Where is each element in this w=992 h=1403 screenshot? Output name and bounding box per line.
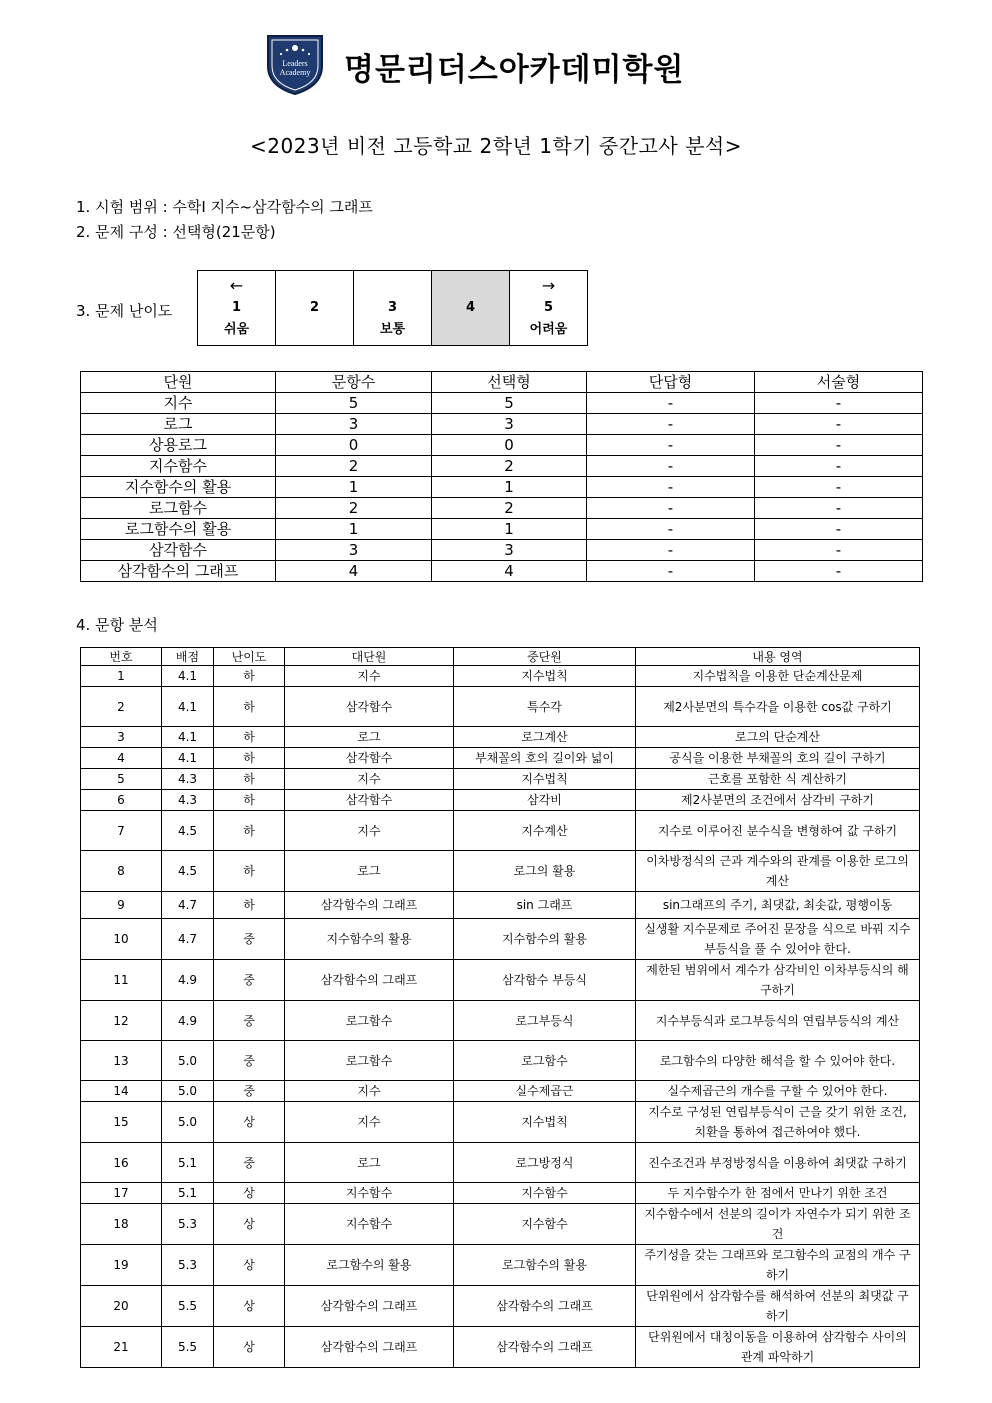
difficulty-level-1: ← 1 쉬움 (198, 271, 276, 346)
table-cell: 부채꼴의 호의 길이와 넓이 (454, 748, 636, 769)
table-cell: 20 (81, 1286, 162, 1327)
table-cell: 중 (214, 960, 285, 1001)
table-cell: 실수제곱근의 개수를 구할 수 있어야 한다. (636, 1081, 920, 1102)
table-cell: 1 (432, 519, 587, 540)
table-cell: - (755, 498, 923, 519)
table-cell: 상 (214, 1327, 285, 1368)
table-cell: 로그함수의 활용 (454, 1245, 636, 1286)
table-cell: 5.5 (162, 1327, 214, 1368)
table-cell: sin 그래프 (454, 892, 636, 919)
table-cell: 4.5 (162, 811, 214, 851)
table-cell: 상 (214, 1102, 285, 1143)
table-cell: 상 (214, 1204, 285, 1245)
table-cell: 4.5 (162, 851, 214, 892)
table-cell: 5 (276, 393, 432, 414)
difficulty-level-2: 2 (276, 271, 354, 346)
table-cell: 2 (432, 498, 587, 519)
table-cell: 두 지수함수가 한 점에서 만나기 위한 조건 (636, 1183, 920, 1204)
table-cell: 1 (81, 666, 162, 687)
table-cell: 0 (276, 435, 432, 456)
table-cell: 12 (81, 1001, 162, 1041)
table-cell: 17 (81, 1183, 162, 1204)
difficulty-level-4-selected: 4 (432, 271, 510, 346)
table-cell: 삼각함수 (285, 790, 454, 811)
table-row (81, 748, 920, 769)
units-table-header: 단원 문항수 선택형 단답형 서술형 (81, 372, 923, 393)
table-cell: 지수법칙을 이용한 단순계산문제 (636, 666, 920, 687)
table-cell: 3 (276, 414, 432, 435)
table-row (81, 811, 920, 851)
table-cell: - (755, 414, 923, 435)
table-cell: 특수각 (454, 687, 636, 727)
table-row (81, 1081, 920, 1102)
table-cell: 주기성을 갖는 그래프와 로그함수의 교점의 개수 구하기 (636, 1245, 920, 1286)
table-row (81, 1204, 920, 1245)
table-cell: 지수함수의 활용 (285, 919, 454, 960)
table-row (81, 769, 920, 790)
table-cell: 하 (214, 851, 285, 892)
table-cell: 5.3 (162, 1204, 214, 1245)
table-cell: 실수제곱근 (454, 1081, 636, 1102)
table-cell: 공식을 이용한 부채꼴의 호의 길이 구하기 (636, 748, 920, 769)
table-row (81, 393, 923, 414)
page-title: <2023년 비전 고등학교 2학년 1학기 중간고사 분석> (250, 134, 742, 158)
table-cell: 1 (276, 477, 432, 498)
table-cell: - (587, 456, 755, 477)
table-cell: 지수함수 (81, 456, 276, 477)
table-cell: - (587, 498, 755, 519)
table-cell: 4.1 (162, 666, 214, 687)
table-cell: 13 (81, 1041, 162, 1081)
difficulty-level-5: → 5 어려움 (510, 271, 588, 346)
table-cell: 3 (276, 540, 432, 561)
table-row (81, 456, 923, 477)
table-cell: - (755, 477, 923, 498)
table-row (81, 498, 923, 519)
table-cell: 로그의 단순계산 (636, 727, 920, 748)
table-cell: 지수로 이루어진 분수식을 변형하여 값 구하기 (636, 811, 920, 851)
table-cell: 로그함수의 다양한 해석을 할 수 있어야 한다. (636, 1041, 920, 1081)
table-cell: 4.9 (162, 1001, 214, 1041)
table-cell: 2 (432, 456, 587, 477)
table-cell: 삼각함수의 그래프 (454, 1327, 636, 1368)
table-cell: 4.7 (162, 919, 214, 960)
table-cell: 지수함수 (285, 1183, 454, 1204)
table-cell: 지수함수 (454, 1183, 636, 1204)
table-cell: 상 (214, 1245, 285, 1286)
table-cell: 4.9 (162, 960, 214, 1001)
table-cell: 3 (432, 414, 587, 435)
table-cell: - (755, 456, 923, 477)
table-cell: 상 (214, 1183, 285, 1204)
table-cell: 5.1 (162, 1183, 214, 1204)
table-cell: 4 (432, 561, 587, 582)
table-cell: 제2사분면의 조건에서 삼각비 구하기 (636, 790, 920, 811)
table-cell: 0 (432, 435, 587, 456)
table-row (81, 1327, 920, 1368)
academy-logo (262, 30, 328, 96)
table-cell: 하 (214, 666, 285, 687)
table-cell: 지수함수의 활용 (454, 919, 636, 960)
table-cell: 지수 (285, 666, 454, 687)
table-row (81, 1001, 920, 1041)
table-cell: 중 (214, 1143, 285, 1183)
table-row (81, 477, 923, 498)
table-cell: 지수함수의 활용 (81, 477, 276, 498)
table-cell: 로그 (285, 851, 454, 892)
table-cell: - (755, 393, 923, 414)
table-cell: 로그 (285, 1143, 454, 1183)
table-row (81, 790, 920, 811)
table-cell: 지수 (285, 1081, 454, 1102)
table-cell: 5.0 (162, 1041, 214, 1081)
table-cell: 로그의 활용 (454, 851, 636, 892)
table-cell: 중 (214, 1041, 285, 1081)
table-cell: 삼각함수 (285, 748, 454, 769)
table-cell: 실생활 지수문제로 주어진 문장을 식으로 바꿔 지수부등식을 풀 수 있어야 한다. (636, 919, 920, 960)
table-cell: 지수 (285, 811, 454, 851)
table-row (81, 892, 920, 919)
table-cell: 4.1 (162, 687, 214, 727)
svg-text:Leaders: Leaders (282, 59, 308, 68)
table-cell: - (587, 435, 755, 456)
table-cell: 4 (81, 748, 162, 769)
table-cell: 삼각함수의 그래프 (285, 1327, 454, 1368)
table-cell: 5.0 (162, 1102, 214, 1143)
table-cell: 18 (81, 1204, 162, 1245)
table-cell: 근호를 포함한 식 계산하기 (636, 769, 920, 790)
table-cell: 지수함수에서 선분의 길이가 자연수가 되기 위한 조건 (636, 1204, 920, 1245)
table-row (81, 1183, 920, 1204)
table-cell: - (587, 414, 755, 435)
table-cell: 11 (81, 960, 162, 1001)
table-cell: 14 (81, 1081, 162, 1102)
table-cell: 10 (81, 919, 162, 960)
table-cell: 지수함수 (285, 1204, 454, 1245)
table-row (81, 519, 923, 540)
table-cell: 5.5 (162, 1286, 214, 1327)
table-cell: 제2사분면의 특수각을 이용한 cos값 구하기 (636, 687, 920, 727)
table-cell: 삼각함수 (285, 687, 454, 727)
table-cell: 삼각함수의 그래프 (285, 892, 454, 919)
table-cell: 4.7 (162, 892, 214, 919)
table-cell: 로그함수 (81, 498, 276, 519)
table-cell: 하 (214, 687, 285, 727)
table-cell: - (587, 561, 755, 582)
table-cell: 8 (81, 851, 162, 892)
table-cell: 7 (81, 811, 162, 851)
table-cell: 중 (214, 1081, 285, 1102)
table-cell: sin그래프의 주기, 최댓값, 최솟값, 평행이동 (636, 892, 920, 919)
table-cell: 15 (81, 1102, 162, 1143)
table-row (81, 540, 923, 561)
table-cell: 로그 (285, 727, 454, 748)
table-cell: 1 (276, 519, 432, 540)
exam-scope: 1. 시험 범위 : 수학Ⅰ 지수~삼각함수의 그래프 (76, 198, 373, 216)
table-cell: 하 (214, 790, 285, 811)
table-cell: 삼각함수의 그래프 (285, 1286, 454, 1327)
table-cell: - (755, 540, 923, 561)
table-cell: 로그방정식 (454, 1143, 636, 1183)
table-row (81, 1286, 920, 1327)
table-cell: - (755, 561, 923, 582)
table-cell: 하 (214, 811, 285, 851)
table-cell: - (587, 540, 755, 561)
table-cell: 9 (81, 892, 162, 919)
arrow-left-icon: ← (229, 276, 244, 295)
svg-text:Academy: Academy (279, 68, 311, 77)
table-cell: 지수 (285, 769, 454, 790)
table-cell: 로그함수의 활용 (81, 519, 276, 540)
table-cell: - (587, 393, 755, 414)
table-cell: 4.3 (162, 769, 214, 790)
table-cell: 이차방정식의 근과 계수와의 관계를 이용한 로그의 계산 (636, 851, 920, 892)
table-cell: 5.3 (162, 1245, 214, 1286)
table-row (81, 851, 920, 892)
table-cell: 단위원에서 대칭이동을 이용하여 삼각함수 사이의 관계 파악하기 (636, 1327, 920, 1368)
table-cell: 지수법칙 (454, 1102, 636, 1143)
table-row (81, 727, 920, 748)
table-cell: 4.1 (162, 748, 214, 769)
table-row (81, 435, 923, 456)
table-row (81, 561, 923, 582)
table-row (81, 1143, 920, 1183)
table-cell: 삼각함수 (81, 540, 276, 561)
table-cell: 5.0 (162, 1081, 214, 1102)
table-cell: 중 (214, 1001, 285, 1041)
table-cell: - (755, 519, 923, 540)
table-cell: 5 (432, 393, 587, 414)
table-cell: 지수함수 (454, 1204, 636, 1245)
table-cell: 2 (276, 456, 432, 477)
table-cell: 하 (214, 748, 285, 769)
table-cell: 16 (81, 1143, 162, 1183)
table-row (81, 1041, 920, 1081)
table-cell: 하 (214, 727, 285, 748)
table-cell: 1 (432, 477, 587, 498)
analysis-label: 4. 문항 분석 (76, 616, 158, 634)
table-cell: 상 (214, 1286, 285, 1327)
table-row (81, 414, 923, 435)
table-cell: 4.1 (162, 727, 214, 748)
analysis-table (80, 647, 920, 1368)
table-cell: 2 (81, 687, 162, 727)
shield-logo-icon (262, 30, 328, 96)
table-cell: - (755, 435, 923, 456)
table-cell: 지수로 구성된 연립부등식이 근을 갖기 위한 조건, 치환을 통하여 접근하여야 했다. (636, 1102, 920, 1143)
table-cell: 로그함수 (285, 1001, 454, 1041)
table-cell: 21 (81, 1327, 162, 1368)
table-cell: 삼각함수의 그래프 (285, 960, 454, 1001)
arrow-right-icon: → (541, 276, 556, 295)
table-cell: - (587, 477, 755, 498)
difficulty-scale (197, 270, 588, 346)
table-cell: - (587, 519, 755, 540)
table-cell: 하 (214, 892, 285, 919)
table-cell: 지수계산 (454, 811, 636, 851)
table-cell: 지수 (81, 393, 276, 414)
table-cell: 로그함수 (285, 1041, 454, 1081)
table-cell: 19 (81, 1245, 162, 1286)
table-cell: 로그함수의 활용 (285, 1245, 454, 1286)
table-cell: 4.3 (162, 790, 214, 811)
difficulty-level-3: 3 보통 (354, 271, 432, 346)
table-cell: 4 (276, 561, 432, 582)
table-cell: 지수 (285, 1102, 454, 1143)
table-row (81, 666, 920, 687)
table-cell: 5 (81, 769, 162, 790)
table-cell: 진수조건과 부정방정식을 이용하여 최댓값 구하기 (636, 1143, 920, 1183)
table-row (81, 1102, 920, 1143)
table-cell: 로그부등식 (454, 1001, 636, 1041)
table-cell: 지수부등식과 로그부등식의 연립부등식의 계산 (636, 1001, 920, 1041)
table-cell: 삼각함수의 그래프 (81, 561, 276, 582)
table-row (81, 687, 920, 727)
table-cell: 지수법칙 (454, 769, 636, 790)
table-cell: 삼각함수의 그래프 (454, 1286, 636, 1327)
table-cell: 3 (432, 540, 587, 561)
table-cell: 로그 (81, 414, 276, 435)
difficulty-label: 3. 문제 난이도 (76, 302, 173, 320)
brand-name: 명문리더스아카데미학원 (344, 52, 685, 88)
table-row (81, 960, 920, 1001)
exam-composition: 2. 문제 구성 : 선택형(21문항) (76, 223, 276, 241)
table-cell: 삼각비 (454, 790, 636, 811)
table-row (81, 919, 920, 960)
table-cell: 단위원에서 삼각함수를 해석하여 선분의 최댓값 구하기 (636, 1286, 920, 1327)
analysis-table-header: 번호 배점 난이도 대단원 중단원 내용 영역 (81, 648, 920, 666)
table-cell: 제한된 범위에서 계수가 삼각비인 이차부등식의 해 구하기 (636, 960, 920, 1001)
table-cell: 삼각함수 부등식 (454, 960, 636, 1001)
units-table (80, 371, 923, 582)
table-cell: 상용로그 (81, 435, 276, 456)
table-cell: 5.1 (162, 1143, 214, 1183)
table-cell: 중 (214, 919, 285, 960)
table-cell: 2 (276, 498, 432, 519)
table-cell: 로그계산 (454, 727, 636, 748)
table-cell: 지수법칙 (454, 666, 636, 687)
table-cell: 3 (81, 727, 162, 748)
table-cell: 6 (81, 790, 162, 811)
table-cell: 로그함수 (454, 1041, 636, 1081)
table-cell: 하 (214, 769, 285, 790)
table-row (81, 1245, 920, 1286)
